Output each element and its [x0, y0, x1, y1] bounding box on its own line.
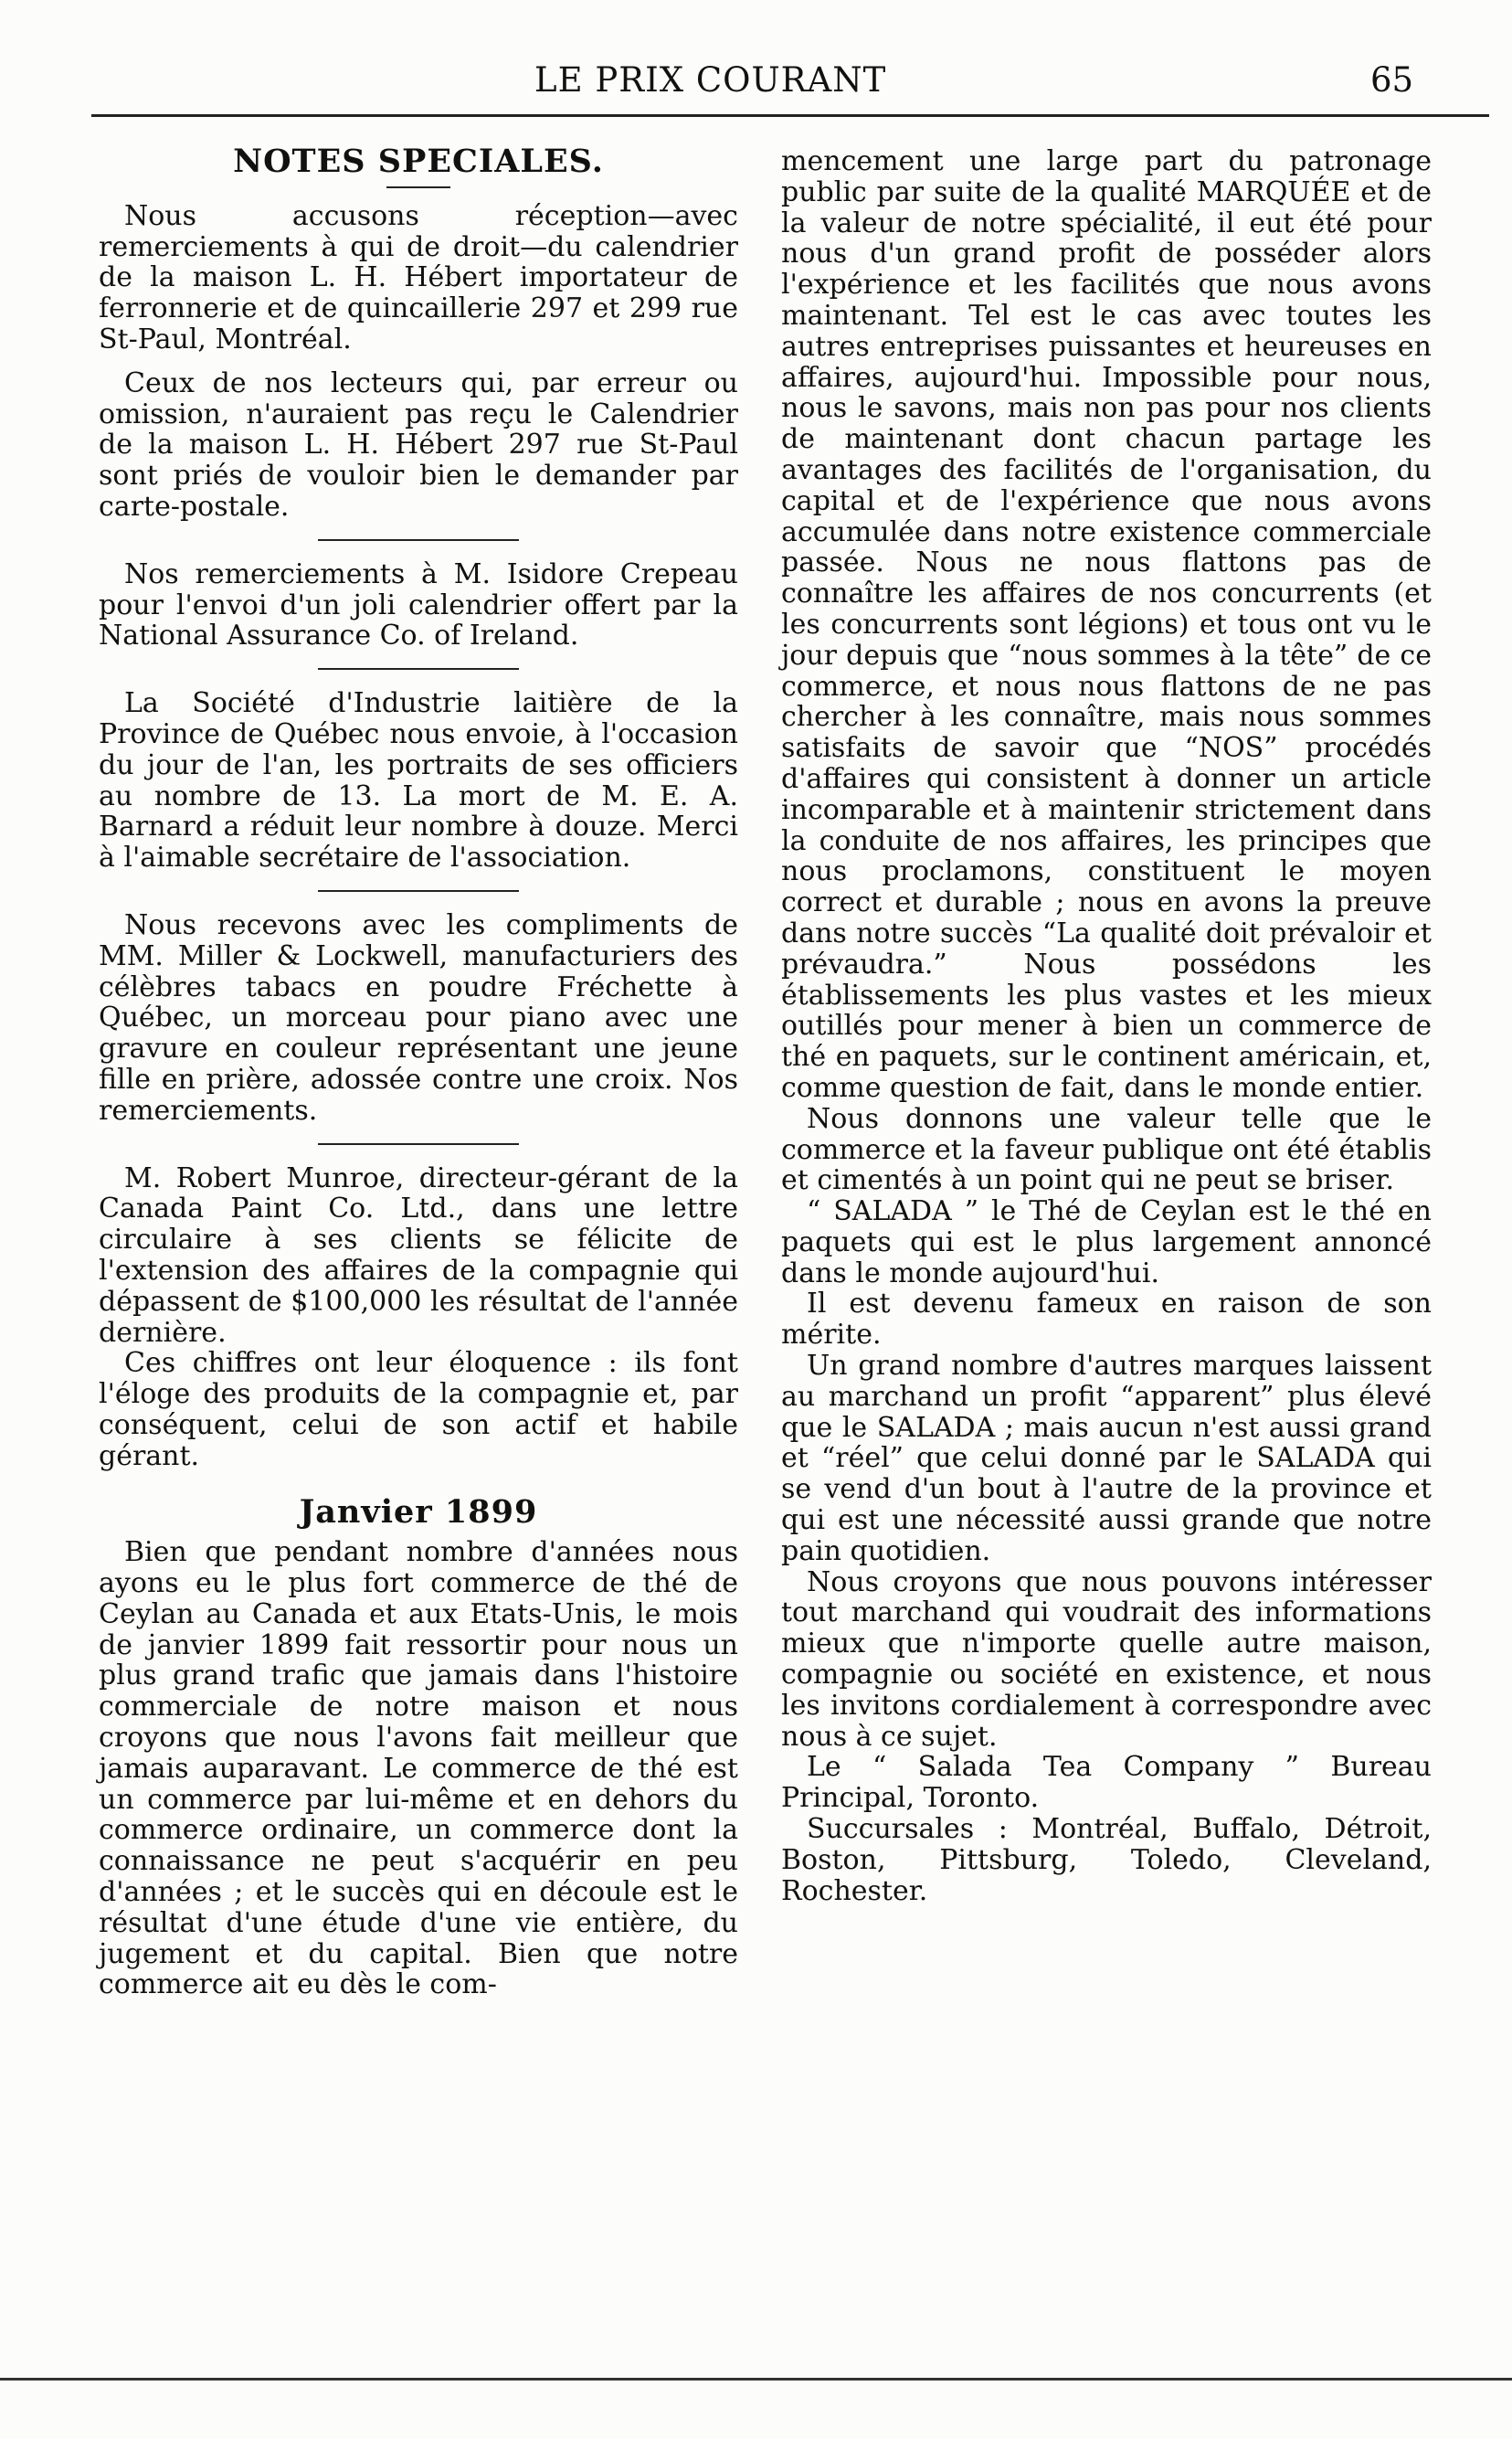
article-paragraph: Bien que pendant nombre d'années nous ayons eu le plus fort commerce de thé de Ceylan au Canada et aux Etats-Unis, le mois de janvier 1899 fait ressortir pour nous un plus grand trafic que jamais dans l'histoire commerciale de notre maison et nous croyons que nous l'avons fait meilleur que jamais auparavant. Le commerce de thé est un commerce par lui-même et en dehors du commerce ordinaire, un commerce dont la connaissance ne peut s'acquérir en peu d'années ; et le succès qui en découle est le résultat d'une étude d'une vie entière, du jugement et du capital. Bien que notre commerce ait eu dès le com- [99, 1536, 738, 2001]
article-paragraph: Succursales : Montréal, Buffalo, Détroit, Boston, Pittsburg, Toledo, Cleveland, Rochester. [781, 1813, 1432, 1907]
divider [318, 1143, 519, 1145]
note-paragraph: M. Robert Munroe, directeur-gérant de la Canada Paint Co. Ltd., dans une lettre circulaire à ses clients se félicite de l'extension des affaires de la compagnie qui dépassent de $100,000 les résultat de l'année dernière. [99, 1161, 738, 1349]
note-paragraph: Ces chiffres ont leur éloquence : ils font l'éloge des produits de la compagnie et, par conséquent, celui de son actif et habile gérant. [99, 1347, 738, 1472]
bottom-rule [0, 2378, 1512, 2381]
article-heading: Janvier 1899 [299, 1493, 538, 1532]
divider [318, 668, 519, 670]
page-header [0, 60, 1512, 115]
page-number: 65 [1370, 60, 1414, 100]
header-rule [91, 114, 1489, 117]
divider [386, 186, 450, 188]
divider [318, 539, 519, 541]
left-column [99, 143, 738, 2001]
note-paragraph: La Société d'Industrie laitière de la Province de Québec nous envoie, à l'occasion du jour de l'an, les portraits de ses officiers au nombre de 13. La mort de M. E. A. Barnard a réduit leur nombre à douze. Merci à l'aimable secrétaire de l'association. [99, 687, 738, 875]
divider [318, 890, 519, 892]
notes-heading: NOTES SPECIALES. [233, 143, 604, 180]
article-paragraph: “ SALADA ” le Thé de Ceylan est le thé en paquets qui est le plus largement annoncé dans le monde aujourd'hui. [781, 1195, 1432, 1289]
article-paragraph: Nous donnons une valeur telle que le commerce et la faveur publique ont été établis et cimentés à un point qui ne peut se briser. [781, 1102, 1432, 1197]
article-paragraph: Un grand nombre d'autres marques laissent au marchand un profit “apparent” plus élevé que le SALADA ; mais aucun n'est aussi grand et “réel” que celui donné par le SALADA qui se vend d'un bout à l'autre de la province et qui est une nécessité aussi grande que notre pain quotidien. [781, 1350, 1432, 1567]
note-paragraph: Nous accusons réception—avec remerciements à qui de droit—du calendrier de la maison L. H. Hébert importateur de ferronnerie et de quincaillerie 297 et 299 rue St-Paul, Montréal. [99, 199, 738, 355]
note-paragraph: Ceux de nos lecteurs qui, par erreur ou omission, n'auraient pas reçu le Calendrier de la maison L. H. Hébert 297 rue St-Paul sont priés de vouloir bien le demander par carte-postale. [99, 366, 738, 523]
right-column [781, 146, 1432, 1906]
article-paragraph: mencement une large part du patronage public par suite de la qualité MARQUÉE et de la valeur de notre spécialité, il eut été pour nous d'un grand profit de posséder alors l'expérience et les facilités que nous avons maintenant. Tel est le cas avec toutes les autres entreprises puissantes et heureuses en affaires, aujourd'hui. Impossible pour nous, nous le savons, mais non pas pour nos clients de maintenant dont chacun partage les avantages des facilités de l'organisation, du capital et de l'expérience que nous avons accumulée dans notre existence commerciale passée. Nous ne nous flattons pas de connaître les affaires de nos concurrents (et les concurrents sont légions) et tous ont vu le jour depuis que “nous sommes à la tête” de ce commerce, et nous nous flattons de ne pas chercher à les connaître, mais nous sommes satisfaits de savoir que “NOS” procédés d'affaires qui consistent à donner un article incomparable et à maintenir strictement dans la conduite de nos affaires, les principes que nous proclamons, constituent le moyen correct et durable ; nous en avons la preuve dans notre succès “La qualité doit prévaloir et prévaudra.” Nous possédons les établissements les plus vastes et les mieux outillés pour mener à bien un commerce de thé en paquets, sur le continent américain, et, comme question de fait, dans le monde entier. [781, 145, 1432, 1104]
note-paragraph: Nous recevons avec les compliments de MM. Miller & Lockwell, manufacturiers des célèbres tabacs en poudre Fréchette à Québec, un morceau pour piano avec une gravure en couleur représentant une jeune fille en prière, adossée contre une croix. Nos remerciements. [99, 908, 738, 1127]
article-paragraph: Il est devenu fameux en raison de son mérite. [781, 1288, 1432, 1352]
article-paragraph: Nous croyons que nous pouvons intéresser tout marchand qui voudrait des informations mieux que n'importe quelle autre maison, compagnie ou société en existence, et nous les invitons cordialement à correspondre avec nous à ce sujet. [781, 1565, 1432, 1753]
article-paragraph: Le “ Salada Tea Company ” Bureau Principal, Toronto. [781, 1751, 1432, 1815]
note-paragraph: Nos remerciements à M. Isidore Crepeau pour l'envoi d'un joli calendrier offert par la National Assurance Co. of Ireland. [99, 557, 738, 652]
journal-title: LE PRIX COURANT [534, 60, 887, 100]
